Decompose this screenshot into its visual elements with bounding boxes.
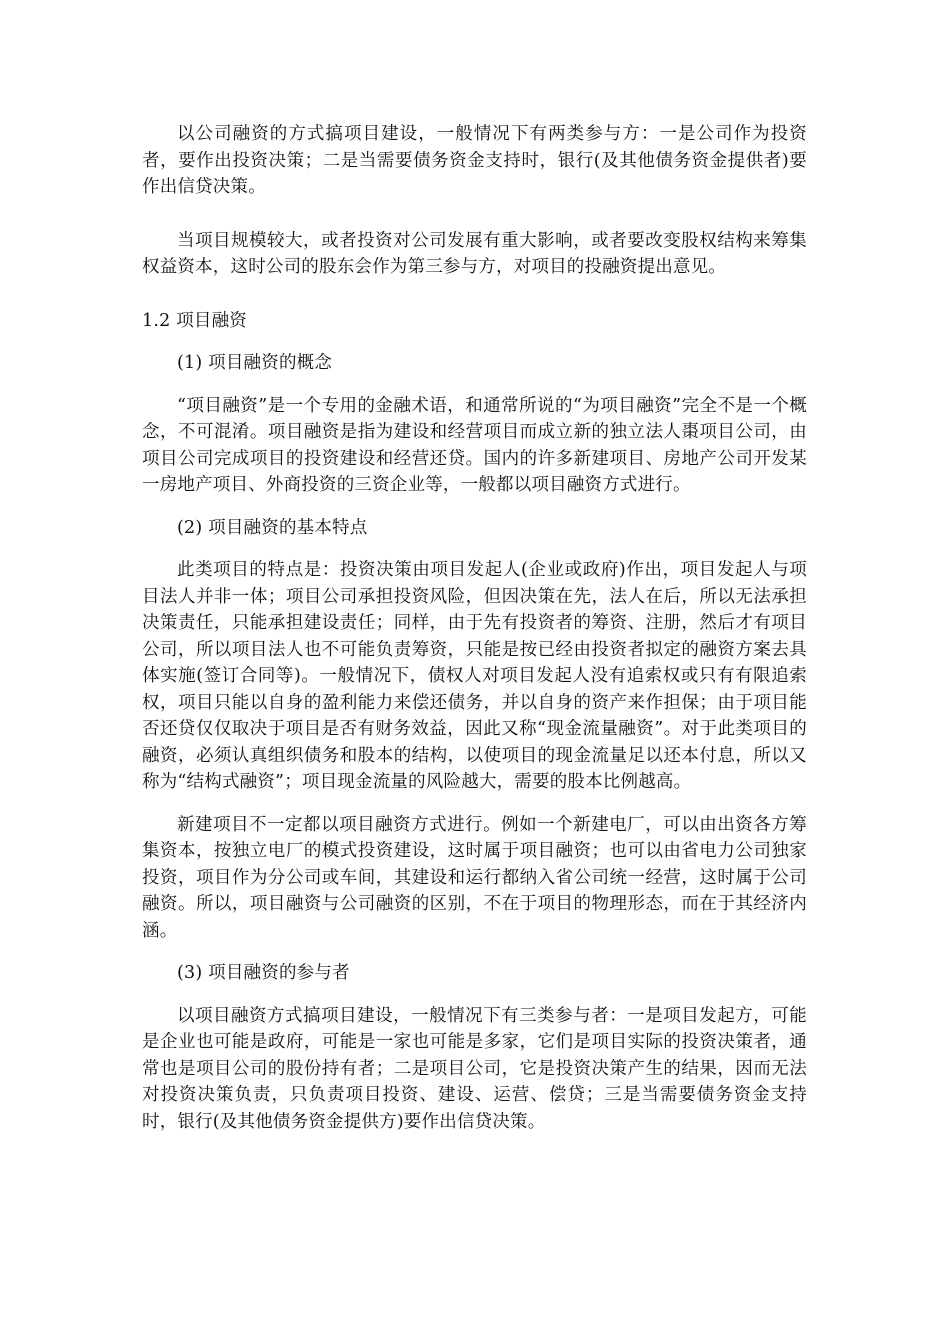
paragraph-new-projects: 新建项目不一定都以项目融资方式进行。例如一个新建电厂，可以由出资各方筹集资本，按独立电厂的模式投资建设，这时属于项目融资；也可以由省电力公司独家投资，项目作为分公司或车间，其建设和运行都纳入省公司统一经营，这时属于公司融资。所以，项目融资与公司融资的区别，不在于项目的物理形态，而在于其经济内涵。 [142,814,807,941]
paragraph-concept: “项目融资”是一个专用的金融术语，和通常所说的“为项目融资”完全不是一个概念，不可混淆。项目融资是指为建设和经营项目而成立新的独立法人棗项目公司，由项目公司完成项目的投资建设和经营还贷。国内的许多新建项目、房地产公司开发某一房地产项目、外商投资的三资企业等，一般都以项目融资方式进行。 [142,395,807,495]
paragraph-basic-features: 此类项目的特点是：投资决策由项目发起人(企业或政府)作出，项目发起人与项目法人并非一体；项目公司承担投资风险，但因决策在先，法人在后，所以无法承担决策责任，只能承担建设责任；同样，由于先有投资者的筹资、注册，然后才有项目公司，所以项目法人也不可能负责筹资，只能是按已经由投资者拟定的融资方案去具体实施(签订合同等)。一般情况下，债权人对项目发起人没有追索权或只有有限追索权，项目只能以自身的盈利能力来偿还债务，并以自身的资产来作担保；由于项目能否还贷仅仅取决于项目是否有财务效益，因此又称“现金流量融资”。对于此类项目的融资，必须认真组织债务和股本的结构，以使项目的现金流量足以还本付息，所以又称为“结构式融资”；项目现金流量的风险越大，需要的股本比例越高。 [142,560,807,792]
paragraph-company-financing-participants: 以公司融资的方式搞项目建设，一般情况下有两类参与方：一是公司作为投资者，要作出投资决策；二是当需要债务资金支持时，银行(及其他债务资金提供者)要作出信贷决策。 [142,124,807,197]
document-body [142,121,807,1135]
subheading-basic-features: (2) 项目融资的基本特点 [177,517,368,538]
paragraph-shareholders-third-party: 当项目规模较大，或者投资对公司发展有重大影响，或者要改变股权结构来筹集权益资本，这时公司的股东会作为第三参与方，对项目的投融资提出意见。 [142,230,807,277]
paragraph-participants: 以项目融资方式搞项目建设，一般情况下有三类参与者：一是项目发起方，可能是企业也可能是政府，可能是一家也可能是多家，它们是项目实际的投资决策者，通常也是项目公司的股份持有者；二是项目公司，它是投资决策产生的结果，因而无法对投资决策负责，只负责项目投资、建设、运营、偿贷；三是当需要债务资金支持时，银行(及其他债务资金提供方)要作出信贷决策。 [142,1005,807,1132]
section-heading-project-financing: 1.2 项目融资 [142,310,247,331]
subheading-participants: (3) 项目融资的参与者 [177,963,350,983]
subheading-concept: (1) 项目融资的概念 [177,353,333,373]
